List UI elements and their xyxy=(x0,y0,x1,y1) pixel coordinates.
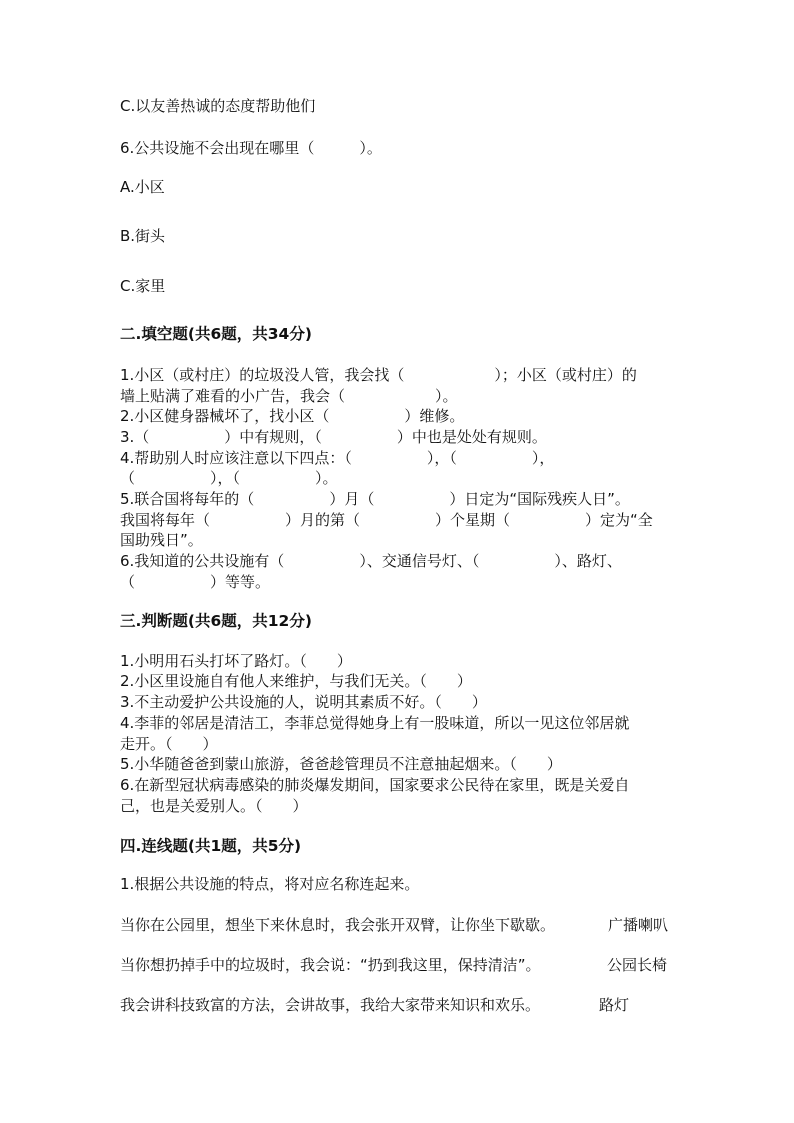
fill-line: 4.帮助别人时应该注意以下四点：（ ），（ ）， xyxy=(120,449,555,467)
matching-left-item: 当你想扔掉手中的垃圾时，我会说：“扔到我这里，保持清洁”。 xyxy=(120,956,541,974)
fill-line: 5.联合国将每年的（ ）月（ ）日定为“国际残疾人日”。 xyxy=(120,490,630,508)
fill-line: 墙上贴满了难看的小广告，我会（ ）。 xyxy=(120,387,458,405)
matching-right-item: 公园长椅 xyxy=(607,956,668,974)
fill-line: （ ）等等。 xyxy=(120,573,271,591)
fill-line: 国助残日”。 xyxy=(120,531,203,549)
judge-line: 4.李菲的邻居是清洁工，李菲总觉得她身上有一股味道，所以一见这位邻居就 xyxy=(120,714,630,732)
judge-line: 3.不主动爱护公共设施的人，说明其素质不好。（ ） xyxy=(120,693,487,711)
q6-option-b: B.街头 xyxy=(120,227,166,245)
judge-line: 1.小明用石头打坏了路灯。（ ） xyxy=(120,652,352,670)
q6-option-c: C.家里 xyxy=(120,277,166,295)
fill-line: 1.小区（或村庄）的垃圾没人管，我会找（ ）；小区（或村庄）的 xyxy=(120,366,637,384)
fill-line: 我国将每年（ ）月的第（ ）个星期（ ）定为“全 xyxy=(120,511,653,529)
fill-line: 6.我知道的公共设施有（ ）、交通信号灯、（ ）、路灯、 xyxy=(120,552,622,570)
q6-option-a: A.小区 xyxy=(120,178,165,196)
section-matching-header: 四.连线题(共1题，共5分) xyxy=(120,837,302,855)
judge-line: 己，也是关爱别人。（ ） xyxy=(120,797,308,815)
q5-option-c: C.以友善热诚的态度帮助他们 xyxy=(120,97,316,115)
fill-line: （ ），（ ）。 xyxy=(120,469,338,487)
q6-stem: 6.公共设施不会出现在哪里（ ）。 xyxy=(120,139,382,157)
matching-left-item: 我会讲科技致富的方法，会讲故事，我给大家带来知识和欢乐。 xyxy=(120,996,541,1014)
matching-right-item: 路灯 xyxy=(599,996,630,1014)
judge-line: 2.小区里设施自有他人来维护，与我们无关。（ ） xyxy=(120,672,472,690)
fill-line: 3.（ ）中有规则，（ ）中也是处处有规则。 xyxy=(120,428,547,446)
judge-line: 6.在新型冠状病毒感染的肺炎爆发期间，国家要求公民待在家里，既是关爱自 xyxy=(120,776,630,794)
section-true-false-header: 三.判断题(共6题，共12分) xyxy=(120,612,312,630)
matching-stem: 1.根据公共设施的特点，将对应名称连起来。 xyxy=(120,875,420,893)
judge-line: 走开。（ ） xyxy=(120,735,218,753)
section-fill-blank-header: 二.填空题(共6题，共34分) xyxy=(120,325,312,343)
fill-line: 2.小区健身器械坏了，找小区（ ）维修。 xyxy=(120,407,465,425)
judge-line: 5.小华随爸爸到蒙山旅游，爸爸趁管理员不注意抽起烟来。（ ） xyxy=(120,755,562,773)
matching-right-item: 广播喇叭 xyxy=(608,916,669,934)
matching-left-item: 当你在公园里，想坐下来休息时，我会张开双臂，让你坐下歇歇。 xyxy=(120,916,556,934)
